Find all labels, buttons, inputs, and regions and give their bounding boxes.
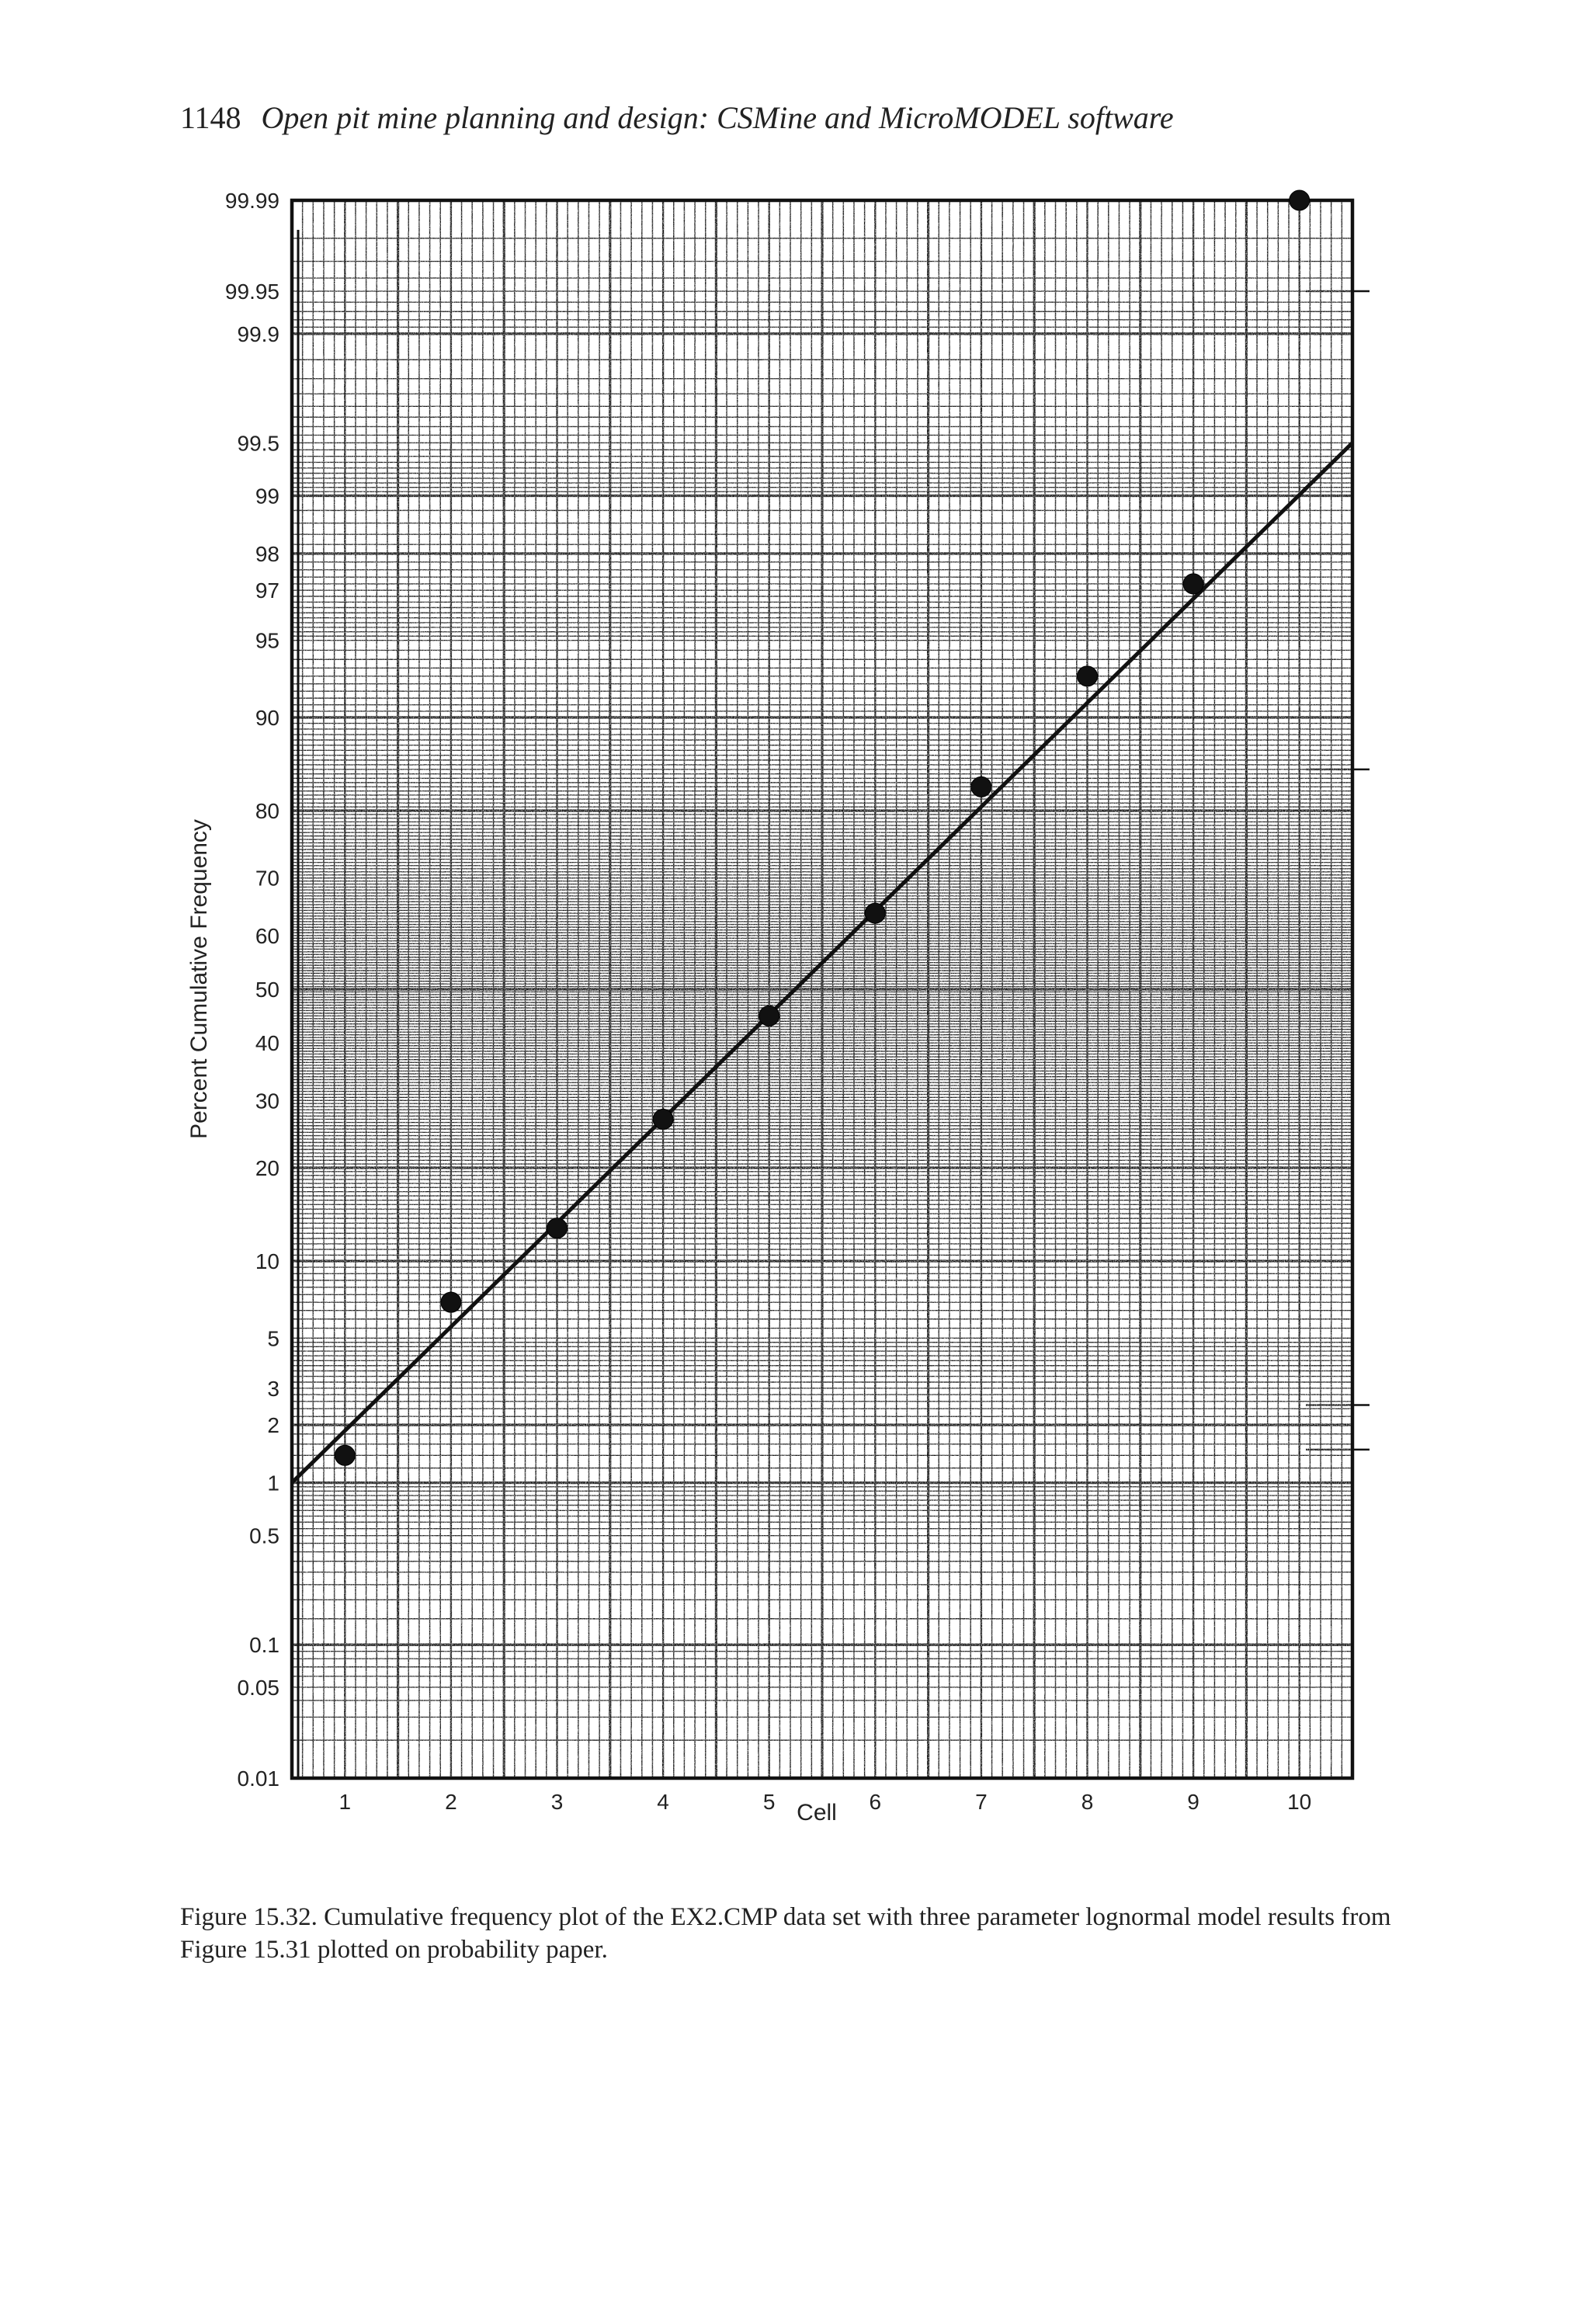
y-tick-label: 0.5	[249, 1523, 279, 1548]
x-tick-label: 10	[1287, 1790, 1312, 1814]
y-tick-label: 50	[255, 978, 279, 1002]
y-axis-title: Percent Cumulative Frequency	[186, 819, 212, 1139]
y-tick-label: 3	[267, 1376, 279, 1401]
y-tick-label: 20	[255, 1155, 279, 1180]
y-tick-label: 99.5	[237, 431, 279, 456]
y-tick-label: 95	[255, 628, 279, 653]
y-tick-label: 5	[267, 1326, 279, 1351]
y-tick-label: 1	[267, 1471, 279, 1495]
x-tick-label: 8	[1081, 1790, 1094, 1814]
y-tick-label: 99.99	[224, 189, 279, 213]
y-tick-label: 97	[255, 578, 279, 603]
y-tick-label: 2	[267, 1413, 279, 1438]
data-point	[1290, 190, 1310, 210]
x-tick-label: 4	[657, 1790, 669, 1814]
x-axis-title: Cell	[797, 1800, 837, 1826]
data-point	[653, 1109, 673, 1129]
data-point	[1183, 574, 1203, 594]
page-number: 1148	[180, 100, 241, 135]
running-title: Open pit mine planning and design: CSMine and MicroMODEL software	[261, 100, 1174, 135]
y-tick-label: 0.05	[237, 1675, 279, 1700]
x-tick-label: 5	[762, 1790, 776, 1814]
x-tick-label: 6	[869, 1790, 882, 1814]
y-tick-label: 40	[255, 1031, 279, 1056]
y-tick-label: 0.01	[237, 1766, 279, 1791]
y-tick-label: 70	[255, 866, 279, 891]
y-tick-label: 98	[255, 541, 279, 566]
data-point	[865, 903, 885, 923]
y-tick-label: 30	[255, 1089, 279, 1113]
y-tick-label: 80	[255, 799, 279, 824]
y-tick-label: 10	[255, 1249, 279, 1274]
x-tick-label: 3	[550, 1790, 564, 1814]
y-tick-label: 60	[255, 923, 279, 948]
x-tick-label: 9	[1187, 1790, 1199, 1814]
data-point	[441, 1292, 461, 1312]
y-tick-labels	[225, 189, 279, 1791]
y-tick-label: 90	[255, 705, 279, 730]
y-tick-label: 0.1	[249, 1633, 279, 1658]
y-tick-label: 99	[255, 484, 279, 509]
x-tick-label: 7	[975, 1790, 988, 1814]
x-tick-label: 2	[445, 1790, 457, 1814]
data-point	[759, 1006, 779, 1026]
data-point	[335, 1445, 355, 1465]
y-tick-label: 99.9	[237, 321, 279, 346]
figure-caption: Figure 15.32. Cumulative frequency plot of the EX2.CMP data set with three parameter lognormal model results from Figure 15.31 plotted on probability paper.	[180, 1903, 1391, 1964]
data-point	[1078, 666, 1098, 686]
data-point	[971, 776, 991, 797]
paper-grain	[292, 200, 1352, 1778]
y-tick-label: 99.95	[224, 280, 279, 304]
data-point	[547, 1218, 568, 1238]
probability-grid	[292, 200, 1370, 1778]
x-tick-label: 1	[338, 1790, 352, 1814]
